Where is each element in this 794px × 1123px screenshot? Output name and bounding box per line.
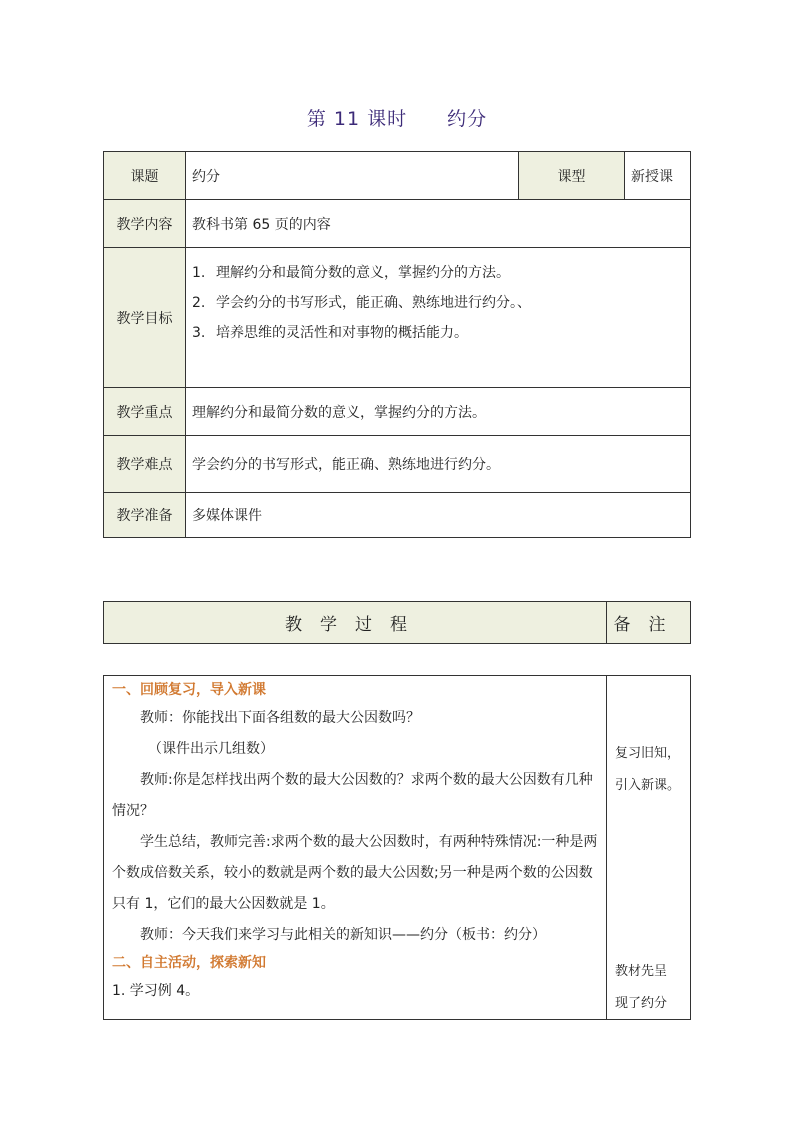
- goal-item: 3. 培养思维的灵活性和对事物的概括能力。: [192, 325, 468, 341]
- goal-item: 1. 理解约分和最简分数的意义，掌握约分的方法。: [192, 265, 510, 281]
- paragraph: 教师：你能找出下面各组数的最大公因数吗？: [140, 710, 420, 726]
- note-review: 复习旧知， 引入新课。: [615, 746, 681, 793]
- lesson-info-table: [103, 151, 691, 538]
- paragraph: （课件出示几组数）: [148, 741, 274, 757]
- row-topic: [104, 152, 691, 200]
- paragraph: 教师:你是怎样找出两个数的最大公因数的？求两个数的最大公因数有几种情况？: [112, 772, 593, 819]
- value-topic: 约分: [186, 152, 519, 200]
- value-difficulties: 学会约分的书写形式，能正确、熟练地进行约分。: [186, 436, 691, 493]
- value-content: 教科书第 65 页的内容: [186, 200, 691, 248]
- label-difficulties: 教学难点: [104, 436, 186, 493]
- lesson-topic: 约分: [447, 108, 488, 130]
- process-heading: 教学过程: [104, 602, 607, 644]
- goal-item: 2. 学会约分的书写形式，能正确、熟练地进行约分。、: [192, 295, 531, 311]
- row-preparation: [104, 493, 691, 538]
- lesson-number: 第 11 课时: [306, 108, 408, 130]
- label-key-points: 教学重点: [104, 388, 186, 436]
- row-difficulties: [104, 436, 691, 493]
- page-title: [0, 104, 794, 131]
- label-topic: 课题: [104, 152, 186, 200]
- process-content: [104, 676, 607, 1020]
- label-content: 教学内容: [104, 200, 186, 248]
- notes-heading: 备注: [607, 602, 691, 644]
- row-content: [104, 200, 691, 248]
- notes-column: [607, 676, 691, 1020]
- label-goals: 教学目标: [104, 248, 186, 388]
- note-textbook: 教材先呈 现了约分: [615, 964, 668, 1011]
- row-goals: [104, 248, 691, 388]
- value-key-points: 理解约分和最简分数的意义，掌握约分的方法。: [186, 388, 691, 436]
- section-title: 二、自主活动，探索新知: [112, 955, 266, 971]
- value-type: 新授课: [625, 152, 691, 200]
- process-table: [103, 675, 691, 1020]
- label-type: 课型: [519, 152, 625, 200]
- goals-list: [186, 248, 691, 388]
- paragraph: 学生总结，教师完善:求两个数的最大公因数时，有两种特殊情况:一种是两个数成倍数关系，较小的数就是两个数的最大公因数;另一种是两个数的公因数只有 1，它们的最大公因数就是 1。: [112, 834, 598, 912]
- value-preparation: 多媒体课件: [186, 493, 691, 538]
- section-title: 一、回顾复习，导入新课: [112, 682, 266, 698]
- process-header-table: [103, 601, 691, 644]
- label-preparation: 教学准备: [104, 493, 186, 538]
- row-key-points: [104, 388, 691, 436]
- paragraph: 教师：今天我们来学习与此相关的新知识——约分（板书：约分）: [140, 927, 546, 943]
- paragraph: 1. 学习例 4。: [112, 983, 200, 999]
